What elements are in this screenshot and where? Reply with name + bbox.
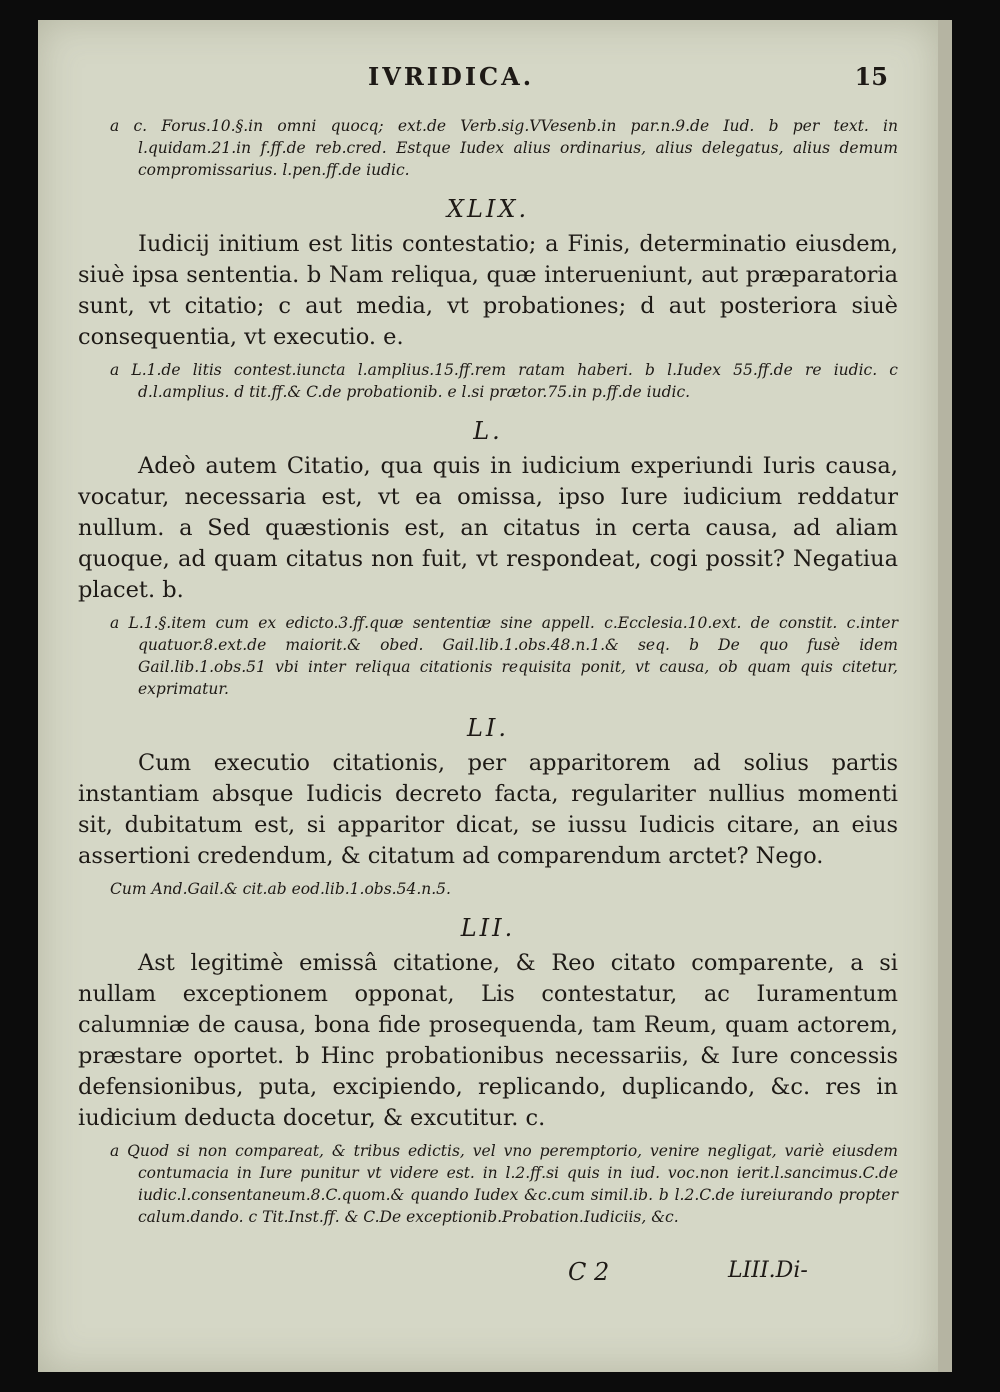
thesis-text-xlix: Iudicij initium est litis contestatio; a Finis, determinatio eiusdem, siuè ipsa sententia. b Nam reliqua, quæ interueniunt, aut præparatoria sunt, vt citatio; c aut media, vt probationes; d aut posteriora siuè consequentia, vt executio. e.	[78, 231, 898, 350]
running-title: IVRIDICA.	[368, 62, 535, 91]
page-number: 15	[854, 62, 888, 91]
section-heading-li: LI.	[466, 714, 510, 742]
footnotes-intro: a c. Forus.10.§.in omni quocq; ext.de Verb.sig.VVesenb.in par.n.9.de Iud. b per text. in l.quidam.21.in f.ff.de reb.cred. Estque Iudex alius ordinarius, alius delegatus, alius demum compromissarius. l.pen.ff.de iudic.	[110, 117, 898, 179]
footnotes-li: Cum And.Gail.& cit.ab eod.lib.1.obs.54.n.5.	[110, 880, 451, 898]
thesis-text-li: Cum executio citationis, per apparitorem ad solius partis instantiam absque Iudicis decreto facta, regulariter nullius momenti sit, dubitatum est, si apparitor dicat, se iussu Iudicis citare, an eius assertioni credendum, & citatum ad comparendum arctet? Nego.	[78, 750, 898, 869]
section-heading-l: L.	[473, 417, 503, 445]
footnotes-lii: a Quod si non compareat, & tribus edictis, vel vno peremptorio, venire negligat, variè eiusdem contumacia in Iure punitur vt videre est. in l.2.ff.si quis in iud. voc.non ierit.l.sancimus.C.de iudic.l.consentaneum.8.C.quom.& quando Iudex &c.cum simil.ib. b l.2.C.de iureiurando propter calum.dando. c Tit.Inst.ff. & C.De exceptionib.Probation.Iudiciis, &c.	[110, 1142, 898, 1226]
footnotes-xlix: a L.1.de litis contest.iuncta l.amplius.15.ff.rem ratam haberi. b l.Iudex 55.ff.de re iudic. c d.l.amplius. d tit.ff.& C.de probationib. e l.si prætor.75.in p.ff.de iudic.	[110, 361, 898, 401]
page-edge	[938, 20, 952, 1372]
page-content	[78, 105, 898, 1238]
thesis-text-l: Adeò autem Citatio, qua quis in iudicium experiundi Iuris causa, vocatur, necessaria est, vt ea omissa, ipso Iure iudicium reddatur nullum. a Sed quæstionis est, an citatus in certa causa, ad aliam quoque, ad quam citatus non fuit, vt respondeat, cogi possit? Negatiua placet. b.	[78, 453, 898, 603]
section-heading-lii: LII.	[460, 914, 516, 942]
section-heading-xlix: XLIX.	[446, 195, 530, 223]
catchword: LIII.Di-	[728, 1258, 808, 1283]
signature-mark: C 2	[568, 1258, 610, 1286]
page-header	[38, 62, 938, 102]
book-page	[38, 20, 938, 1372]
page-footer	[38, 1258, 938, 1298]
thesis-text-lii: Ast legitimè emissâ citatione, & Reo citato comparente, a si nullam exceptionem opponat, Lis contestatur, ac Iuramentum calumniæ de causa, bona fide prosequenda, tam Reum, quam actorem, præstare oportet. b Hinc probationibus necessariis, & Iure concessis defensionibus, puta, excipiendo, replicando, duplicando, &c. res in iudicium deducta docetur, & excutitur. c.	[78, 950, 898, 1131]
footnotes-l: a L.1.§.item cum ex edicto.3.ff.quæ sententiæ sine appell. c.Ecclesia.10.ext. de constit. c.inter quatuor.8.ext.de maiorit.& obed. Gail.lib.1.obs.48.n.1.& seq. b De quo fusè idem Gail.lib.1.obs.51 vbi inter reliqua citationis requisita ponit, vt causa, ob quam quis citetur, exprimatur.	[110, 614, 898, 698]
